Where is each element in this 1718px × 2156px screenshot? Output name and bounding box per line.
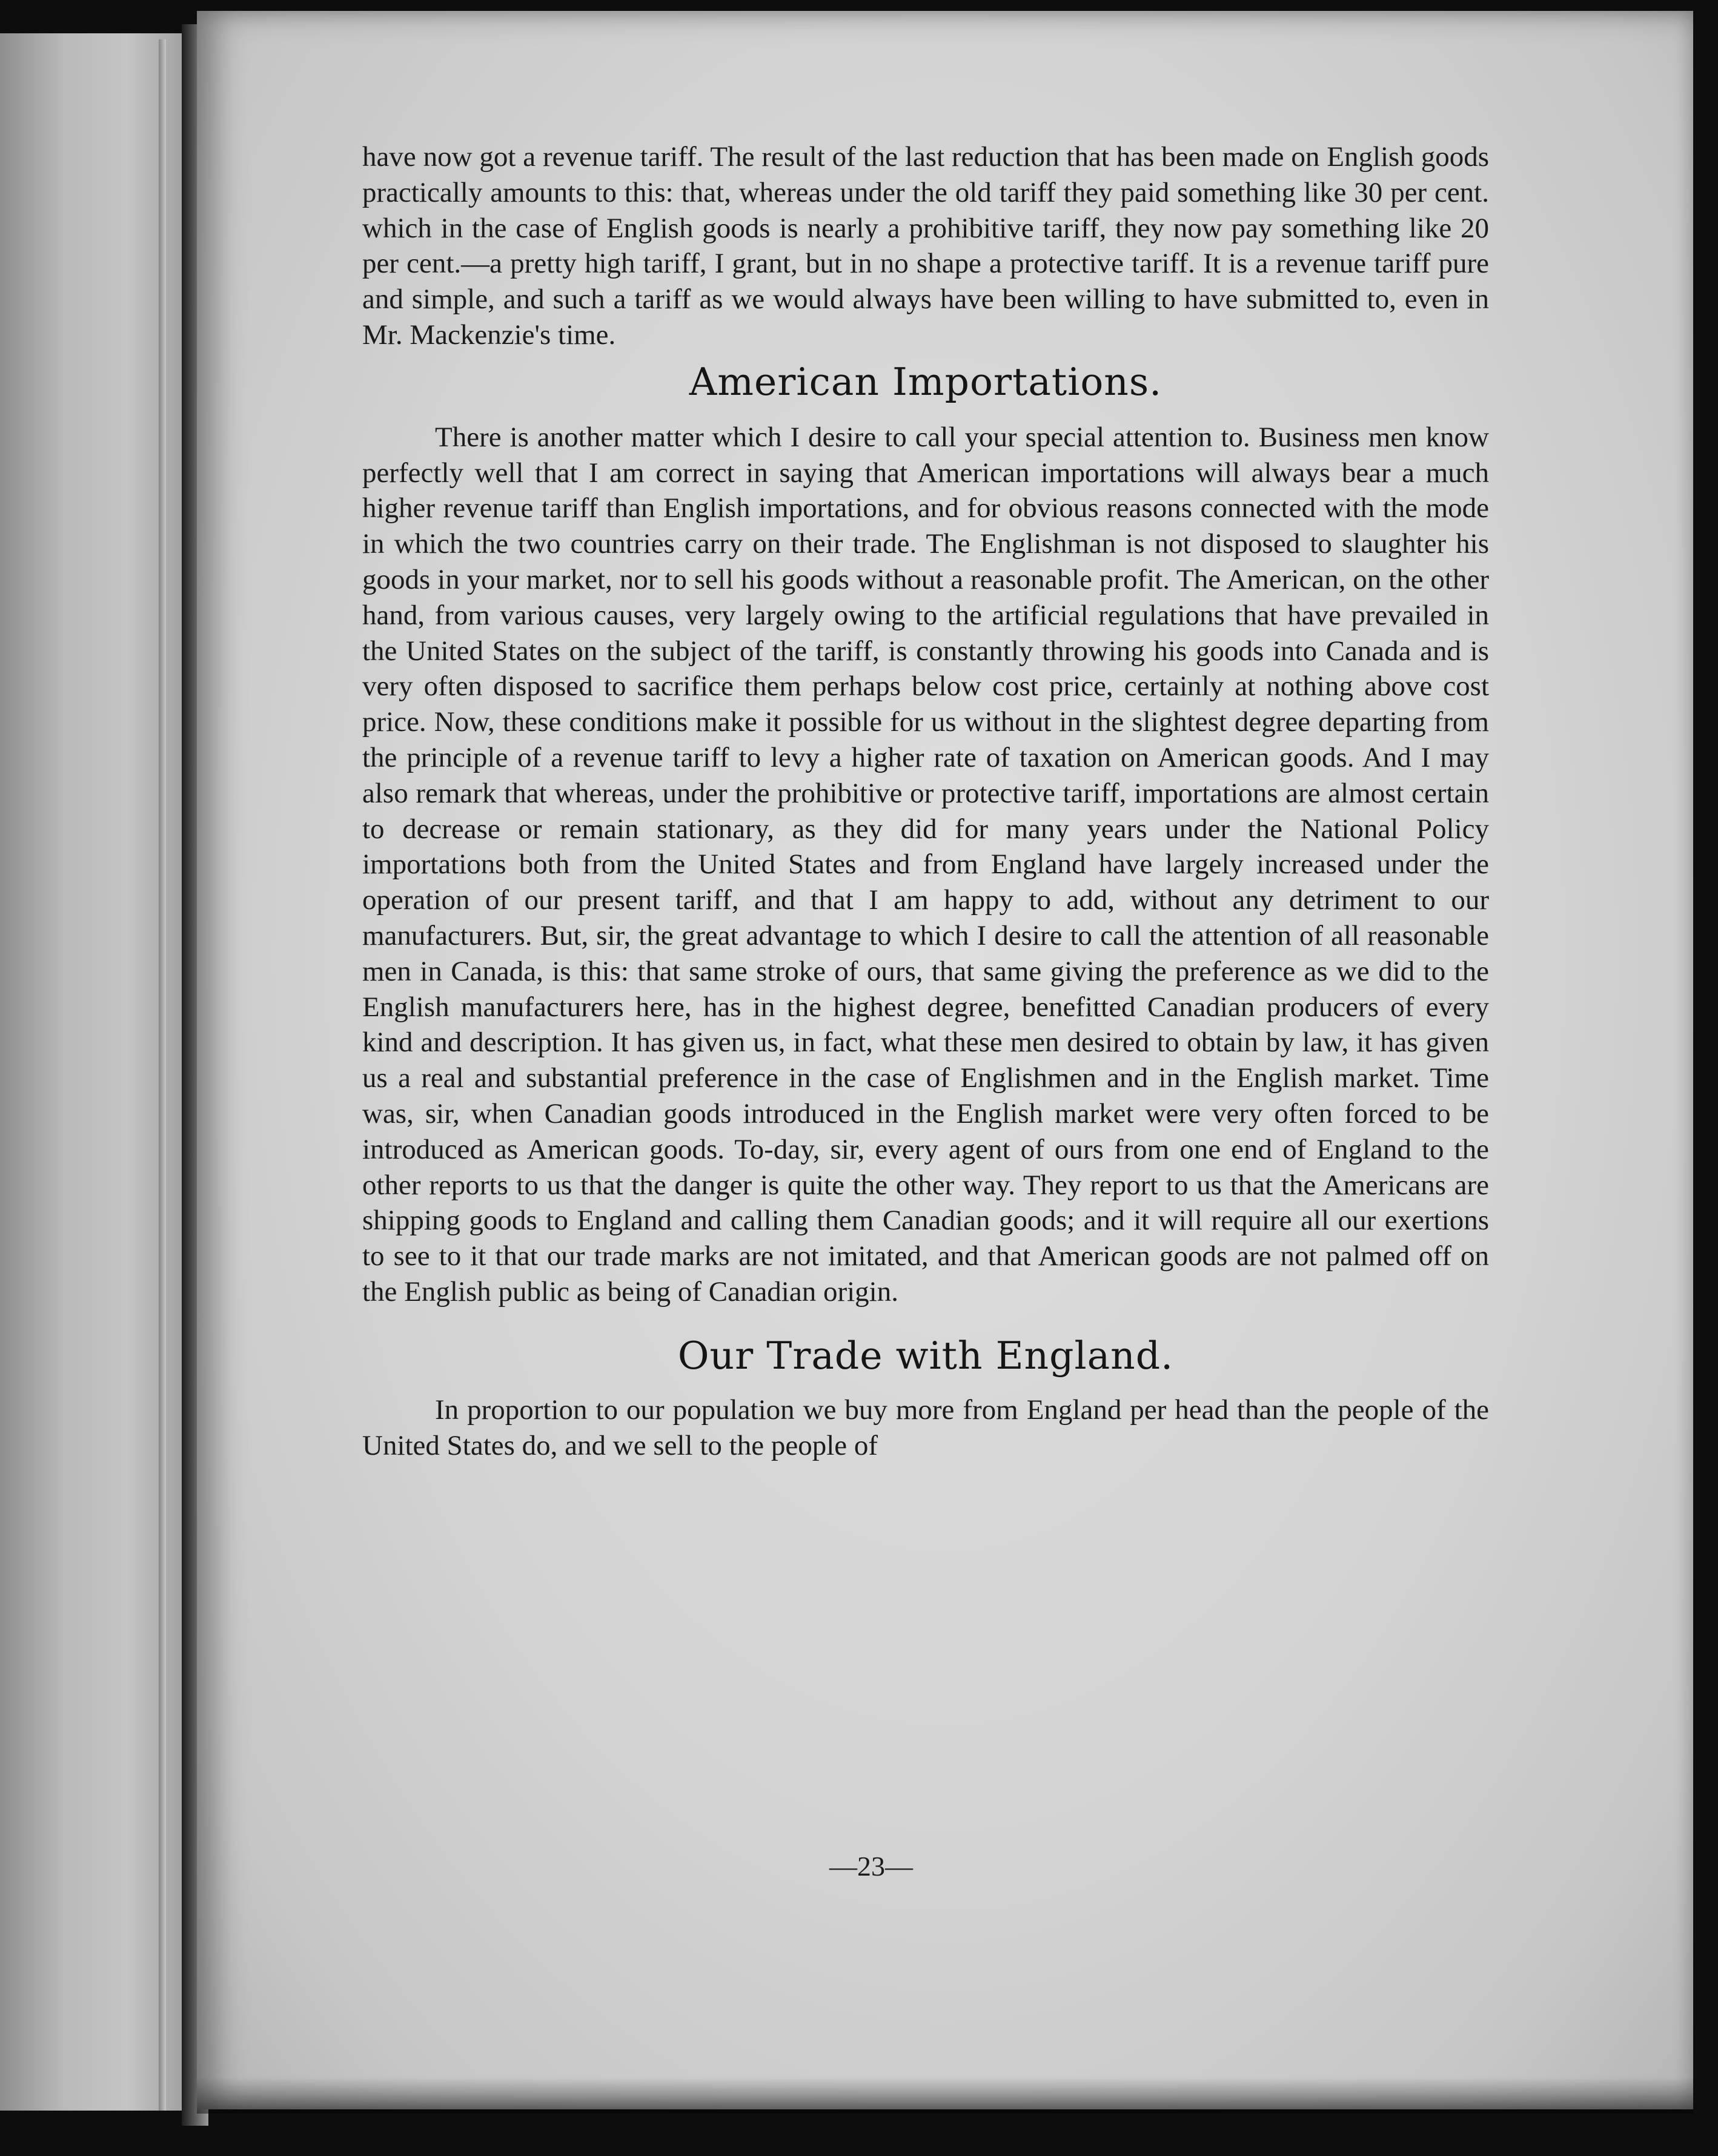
paragraph-american-importations: There is another matter which I desire to call your special attention to. Business men know perfectly well that I am correct in saying that American importations will always bear a much higher revenue tariff than English importations, and for obvious reasons connected with the mode in which the two countries carry on their trade. The Englishman is not disposed to slaughter his goods in your market, nor to sell his goods without a reasonable profit. The American, on the other hand, from various causes, very largely owing to the artificial regulations that have prevailed in the United States on the subject of the tariff, is constantly throwing his goods into Canada and is very often disposed to sacrifice them perhaps below cost price, certainly at nothing above cost price. Now, these conditions make it possible for us without in the slightest degree departing from the principle of a revenue tariff to levy a higher rate of taxation on American goods. And I may also remark that whereas, under the prohibitive or protective tariff, importations are almost certain to decrease or remain stationary, as they did for many years under the National Policy importations both from the United States and from England have largely increased under the operation of our present tariff, and that I am happy to add, without any detriment to our manufacturers. But, sir, the great advantage to which I desire to call the attention of all reasonable men in Canada, is this: that same stroke of ours, that same giving the preference as we did to the English manufacturers here, has in the highest degree, benefitted Canadian producers of every kind and description. It has given us, in fact, what these men desired to obtain by law, it has given us a real and substantial preference in the case of Englishmen and in the English market. Time was, sir, when Canadian goods introduced in the English market were very often forced to be introduced as American goods. To-day, sir, every agent of ours from one end of England to the other reports to us that the danger is quite the other way. They report to us that the Americans are shipping goods to England and calling them Canadian goods; and it will require all our exertions to see to it that our trade marks are not imitated, and that American goods are not palmed off on the English public as being of Canadian origin. — [362, 421, 1489, 1308]
page-number: —23— — [829, 1851, 913, 1882]
section-heading-american-importations: American Importations. — [689, 359, 1162, 404]
page-text — [362, 139, 1489, 1463]
paragraph-trade-with-england: In proportion to our population we buy more from England per head than the people of the United States do, and we sell to the people of — [362, 1394, 1489, 1461]
page-bottom-shadow — [197, 2077, 1693, 2114]
paragraph-continuation: have now got a revenue tariff. The result of the last reduction that has been made on English goods practically amounts to this: that, whereas under the old tariff they paid something like 30 per cent. which in the case of English goods is nearly a prohibitive tariff, they now pay something like 20 per cent.—a pretty high tariff, I grant, but in no shape a protective tariff. It is a revenue tariff pure and simple, and such a tariff as we would always have been willing to have submitted to, even in Mr. Mackenzie's time. — [362, 141, 1489, 351]
left-page-blank — [0, 33, 182, 2111]
section-heading-trade-with-england: Our Trade with England. — [677, 1333, 1174, 1378]
left-page-edge — [159, 39, 166, 2111]
